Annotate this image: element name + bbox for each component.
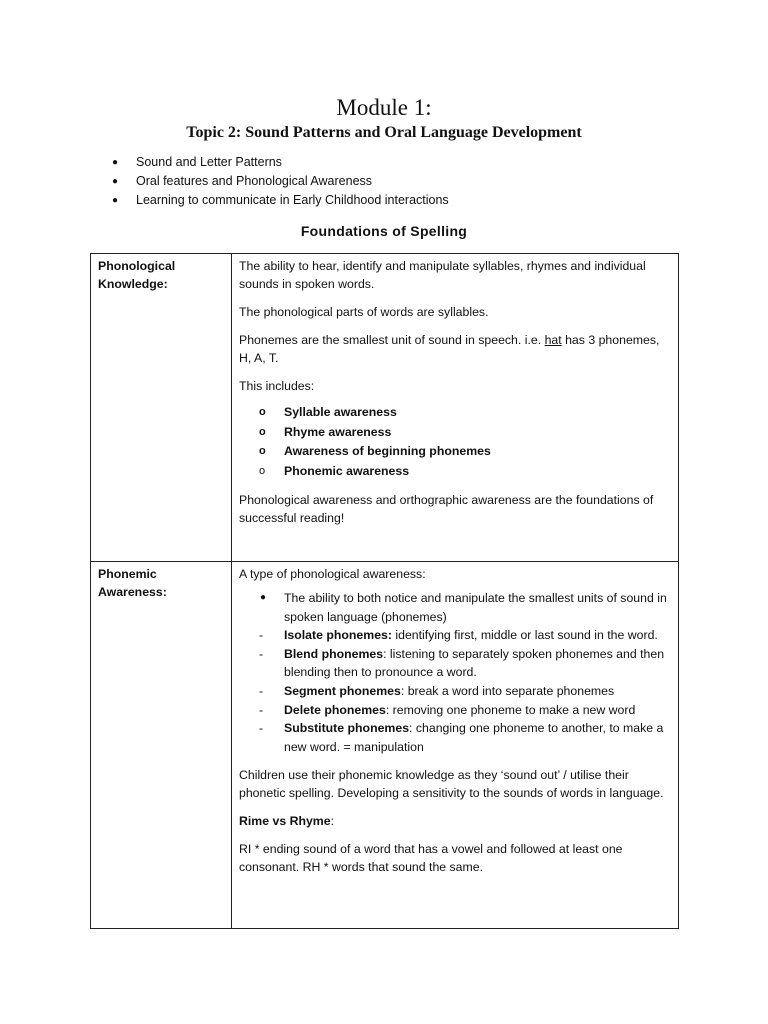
row-label: Phonological <box>98 259 176 273</box>
row-label-cell <box>91 254 232 562</box>
page-subtitle: Topic 2: Sound Patterns and Oral Language Development <box>186 124 582 141</box>
o-marker-icon: o <box>259 406 266 418</box>
topic-list <box>110 153 449 210</box>
o-marker-icon: o <box>259 445 266 457</box>
parts-text: The phonological parts of words are syllables. <box>239 305 489 319</box>
table-row <box>91 254 679 562</box>
children-text: Children use their phonemic knowledge as they ‘sound out’ / utilise their phonetic spelling. Developing a sensitivity to the sounds of words in language. <box>239 768 664 801</box>
dash-icon: - <box>259 702 264 717</box>
includes-text: This includes: <box>239 379 315 393</box>
example-word: hat <box>544 333 562 347</box>
awareness-list <box>239 403 671 481</box>
row-label: Awareness: <box>98 585 167 599</box>
list-item: - Substitute phonemes: changing one phoneme to another, to make a new word. = manipulation <box>259 721 664 754</box>
bullet-icon: ● <box>112 176 119 187</box>
dash-icon: - <box>259 646 264 661</box>
section-heading: Foundations of Spelling <box>300 223 468 239</box>
bullet-icon: ● <box>112 157 119 168</box>
dash-icon: - <box>259 628 264 643</box>
dash-icon: - <box>259 683 264 698</box>
list-item: o Phonemic awareness <box>259 462 671 482</box>
list-item: - Segment phonemes: break a word into separate phonemes <box>259 682 671 701</box>
list-item: - Blend phonemes: listening to separately spoken phonemes and then blending then to pronounce a word. <box>259 646 665 680</box>
table-row <box>91 562 679 929</box>
phoneme-skills-list <box>239 589 671 756</box>
rime-definition: RI * ending sound of a word that has a vowel and followed at least one consonant. RH * words that sound the same. <box>239 842 623 875</box>
dash-icon: - <box>259 721 264 736</box>
definition-text: The ability to hear, identify and manipulate syllables, rhymes and individual sounds in spoken words. <box>239 259 646 291</box>
bullet-icon: ● <box>260 592 267 603</box>
list-item: o Syllable awareness <box>259 403 671 423</box>
list-item: ● Learning to communicate in Early Childhood interactions <box>110 191 449 210</box>
list-item: ● The ability to both notice and manipulate the smallest units of sound in spoken language (phonemes) <box>260 591 667 624</box>
list-item: ● Sound and Letter Patterns <box>110 153 449 172</box>
list-item: - Isolate phonemes: identifying first, middle or last sound in the word. <box>259 626 671 645</box>
list-item: o Awareness of beginning phonemes <box>259 442 671 462</box>
list-item: ● Oral features and Phonological Awareness <box>110 172 449 191</box>
row-label: Knowledge: <box>98 277 168 291</box>
list-item: - Delete phonemes: removing one phoneme to make a new word <box>259 701 671 720</box>
page-title: Module 1: <box>336 95 432 120</box>
phonemes-text: Phonemes are the smallest unit of sound in speech. i.e. hat has 3 phonemes, H, A, T. <box>239 333 660 365</box>
row-content-cell <box>232 254 679 562</box>
o-marker-icon: o <box>259 464 266 477</box>
rime-heading: Rime vs Rhyme: <box>239 814 335 829</box>
row-label-cell <box>91 562 232 929</box>
closing-text: Phonological awareness and orthographic awareness are the foundations of successful reading! <box>239 493 654 525</box>
row-content-cell <box>232 562 679 929</box>
bullet-icon: ● <box>112 195 119 206</box>
o-marker-icon: o <box>259 425 266 438</box>
list-item: o Rhyme awareness <box>259 423 671 443</box>
intro-text: A type of phonological awareness: <box>239 567 426 581</box>
row-label: Phonemic <box>98 567 157 581</box>
definitions-table <box>90 253 679 929</box>
